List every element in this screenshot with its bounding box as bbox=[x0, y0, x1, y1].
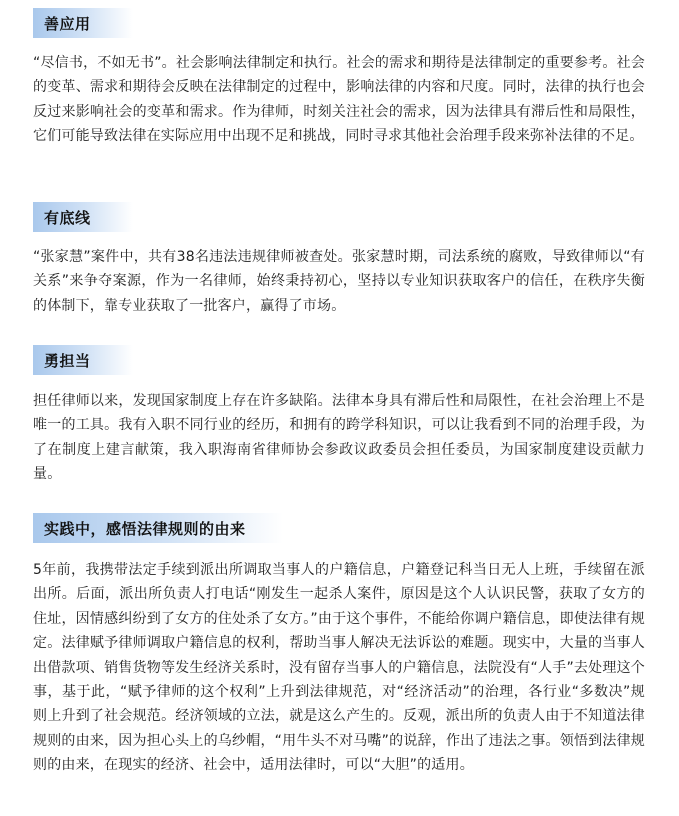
section-heading-shan-ying-yong bbox=[33, 8, 133, 38]
section-heading-text: 善应用 bbox=[44, 14, 91, 33]
section-heading-practice bbox=[33, 513, 283, 543]
section-heading-text: 勇担当 bbox=[44, 351, 91, 370]
section-body-paragraph: “尽信书，不如无书”。社会影响法律制定和执行。社会的需求和期待是法律制定的重要参考。社会的变革、需求和期待会反映在法律制定的过程中，影响法律的内容和尺度。同时，法律的执行也会反过来影响社会的变革和需求。作为律师，时刻关注社会的需求，因为法律具有滞后性和局限性，它们可能导致法律在实际应用中出现不足和挑战，同时寻求其他社会治理手段来弥补法律的不足。 bbox=[33, 55, 645, 145]
section-body-paragraph: 5年前，我携带法定手续到派出所调取当事人的户籍信息，户籍登记科当日无人上班，手续留在派出所。后面，派出所负责人打电话“刚发生一起杀人案件，原因是这个人认识民警，获取了女方的住址，因情感纠纷到了女方的住处杀了女方。”由于这个事件，不能给你调户籍信息，即使法律有规定。法律赋予律师调取户籍信息的权利，帮助当事人解决无法诉讼的难题。现实中，大量的当事人出借款项、销售货物等发生经济关系时，没有留存当事人的户籍信息，法院没有“人手”去处理这个事，基于此，“赋予律师的这个权利”上升到法律规范，对“经济活动”的治理，各行业“多数决”规则上升到了社会规范。经济领域的立法，就是这么产生的。反观，派出所的负责人由于不知道法律规则的由来，因为担心头上的乌纱帽，“用牛头不对马嘴”的说辞，作出了违法之事。领悟到法律规则的由来，在现实的经济、社会中，适用法律时，可以“大胆”的适用。 bbox=[33, 562, 645, 774]
section-heading-text: 有底线 bbox=[44, 208, 91, 227]
section-body-paragraph: “张家慧”案件中，共有38名违法违规律师被查处。张家慧时期，司法系统的腐败，导致律师以“有关系”来争夺案源，作为一名律师，始终秉持初心，坚持以专业知识获取客户的信任，在秩序失衡的体制下，靠专业获取了一批客户，赢得了市场。 bbox=[33, 249, 645, 314]
section-heading-text: 实践中，感悟法律规则的由来 bbox=[44, 519, 246, 538]
section-heading-yong-dan-dang bbox=[33, 345, 133, 375]
section-body-paragraph: 担任律师以来，发现国家制度上存在许多缺陷。法律本身具有滞后性和局限性，在社会治理上不是唯一的工具。我有入职不同行业的经历，和拥有的跨学科知识，可以让我看到不同的治理手段，为了在制度上建言献策，我入职海南省律师协会参政议政委员会担任委员，为国家制度建设贡献力量。 bbox=[33, 393, 645, 483]
section-heading-you-di-xian bbox=[33, 202, 133, 232]
